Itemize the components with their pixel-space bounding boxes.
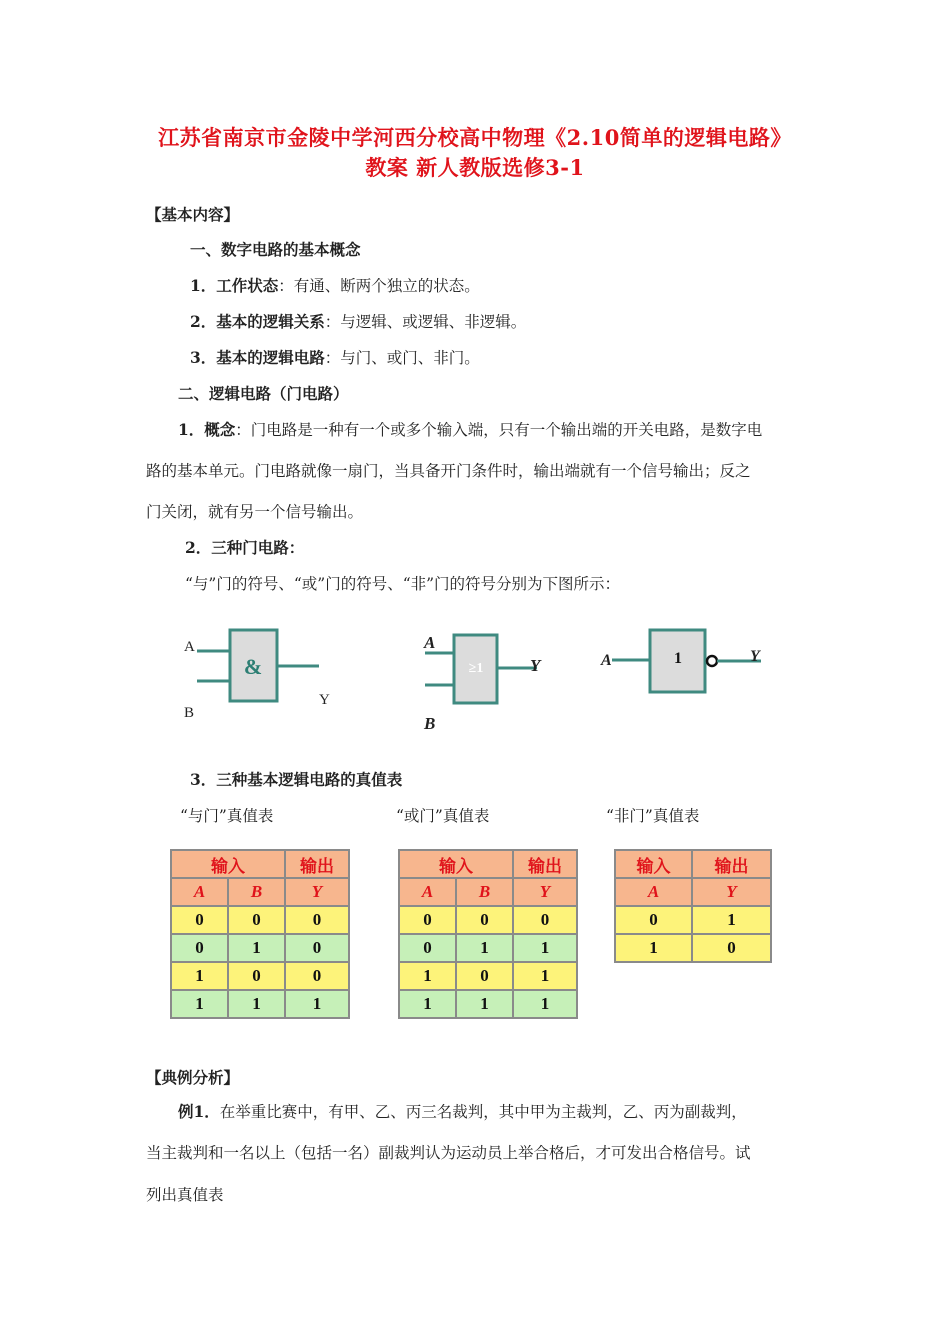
cell: 1 — [513, 934, 577, 962]
three-gates-heading: 2．三种门电路： — [185, 538, 305, 557]
table-row — [399, 990, 577, 1018]
cell: 0 — [399, 906, 456, 934]
cell: 1 — [399, 990, 456, 1018]
cell: 0 — [285, 962, 349, 990]
example-text: 在举重比赛中，有甲、乙、丙三名裁判，其中甲为主裁判，乙、丙为副裁判， — [219, 1103, 747, 1121]
part2-heading: 二、逻辑电路（门电路） — [178, 384, 349, 403]
part1-heading: 一、数字电路的基本概念 — [190, 240, 361, 259]
cell: 1 — [171, 990, 228, 1018]
truth-tables-heading: 3．三种基本逻辑电路的真值表 — [190, 770, 403, 789]
input-header: 输入 — [615, 850, 692, 878]
not-label-y: Y — [750, 648, 760, 665]
document-title-line1: 江苏省南京市金陵中学河西分校高中物理《2.10简单的逻辑电路》 — [158, 125, 792, 150]
cell: 0 — [228, 906, 285, 934]
table-row — [399, 906, 577, 934]
and-table-caption: “与门”真值表 — [180, 807, 274, 825]
item-logic-circuits — [190, 346, 480, 368]
input-header: 输入 — [399, 850, 513, 878]
item-work-state — [190, 274, 480, 296]
and-gate-symbol: & — [243, 654, 263, 679]
cell: 0 — [692, 934, 771, 962]
or-gate-symbol: ≥1 — [468, 661, 484, 676]
item-label: 2．基本的逻辑关系 — [190, 312, 325, 331]
cell: 1 — [228, 934, 285, 962]
example-label: 例1． — [178, 1102, 220, 1121]
cell: 1 — [513, 990, 577, 1018]
and-label-b: B — [184, 705, 195, 721]
document-title-line2: 教案 新人教版选修3-1 — [365, 155, 585, 180]
not-gate-symbol: 1 — [674, 650, 682, 667]
var-b: B — [456, 878, 513, 906]
concept-label: 1．概念 — [178, 420, 236, 439]
concept-line-2: 路的基本单元。门电路就像一扇门，当具备开门条件时，输出端就有一个信号输出；反之 — [146, 462, 751, 480]
table-row — [615, 906, 771, 934]
table-row — [171, 990, 349, 1018]
or-gate — [423, 633, 542, 733]
var-y: Y — [692, 878, 771, 906]
item-label: 3．基本的逻辑电路 — [190, 348, 325, 367]
cell: 1 — [228, 990, 285, 1018]
item-text: ：有通、断两个独立的状态。 — [278, 277, 480, 295]
cell: 1 — [171, 962, 228, 990]
cell: 0 — [285, 906, 349, 934]
concept-line-1 — [178, 418, 762, 440]
cell: 0 — [456, 906, 513, 934]
example-heading: 【典例分析】 — [146, 1068, 240, 1087]
var-y: Y — [513, 878, 577, 906]
cell: 0 — [285, 934, 349, 962]
or-label-b: B — [424, 714, 436, 733]
table-row — [171, 934, 349, 962]
output-header: 输出 — [513, 850, 577, 878]
or-label-a: A — [424, 633, 436, 652]
table-row — [615, 934, 771, 962]
var-a: A — [399, 878, 456, 906]
example-line-2: 当主裁判和一名以上（包括一名）副裁判认为运动员上举合格后，才可发出合格信号。试 — [146, 1144, 751, 1162]
not-inversion-bubble — [707, 656, 717, 666]
item-logic-relations — [190, 310, 526, 332]
var-a: A — [171, 878, 228, 906]
cell: 1 — [456, 934, 513, 962]
cell: 1 — [399, 962, 456, 990]
cell: 1 — [615, 934, 692, 962]
and-label-a: A — [184, 639, 195, 655]
concept-line-3: 门关闭，就有另一个信号输出。 — [146, 503, 364, 521]
cell: 0 — [228, 962, 285, 990]
var-a: A — [615, 878, 692, 906]
cell: 1 — [513, 962, 577, 990]
table-row — [399, 962, 577, 990]
cell: 0 — [615, 906, 692, 934]
input-header: 输入 — [171, 850, 285, 878]
cell: 1 — [692, 906, 771, 934]
table-row — [171, 906, 349, 934]
cell: 0 — [171, 906, 228, 934]
concept-text: ：门电路是一种有一个或多个输入端，只有一个输出端的开关电路，是数字电 — [235, 421, 763, 439]
cell: 0 — [456, 962, 513, 990]
or-truth-table — [398, 849, 578, 1019]
var-y: Y — [285, 878, 349, 906]
gate-diagrams — [0, 610, 950, 750]
and-truth-table — [170, 849, 350, 1019]
item-text: ：与门、或门、非门。 — [324, 349, 480, 367]
item-label: 1．工作状态 — [190, 276, 279, 295]
or-label-y: Y — [530, 656, 541, 675]
and-gate — [184, 630, 330, 721]
not-label-a: A — [601, 652, 612, 669]
output-header: 输出 — [692, 850, 771, 878]
output-header: 输出 — [285, 850, 349, 878]
table-row — [171, 962, 349, 990]
item-text: ：与逻辑、或逻辑、非逻辑。 — [324, 313, 527, 331]
and-label-y: Y — [319, 692, 330, 708]
or-table-caption: “或门”真值表 — [396, 807, 490, 825]
not-table-caption: “非门”真值表 — [606, 807, 700, 825]
example-line-3: 列出真值表 — [146, 1186, 224, 1204]
not-truth-table — [614, 849, 772, 963]
cell: 0 — [513, 906, 577, 934]
three-gates-description: “与”门的符号、“或”门的符号、“非”门的符号分别为下图所示： — [185, 575, 621, 593]
cell: 0 — [399, 934, 456, 962]
table-row — [399, 934, 577, 962]
cell: 0 — [171, 934, 228, 962]
not-gate — [600, 630, 761, 692]
basic-content-heading: 【基本内容】 — [146, 205, 240, 224]
var-b: B — [228, 878, 285, 906]
example-line-1 — [178, 1100, 747, 1122]
cell: 1 — [285, 990, 349, 1018]
cell: 1 — [456, 990, 513, 1018]
